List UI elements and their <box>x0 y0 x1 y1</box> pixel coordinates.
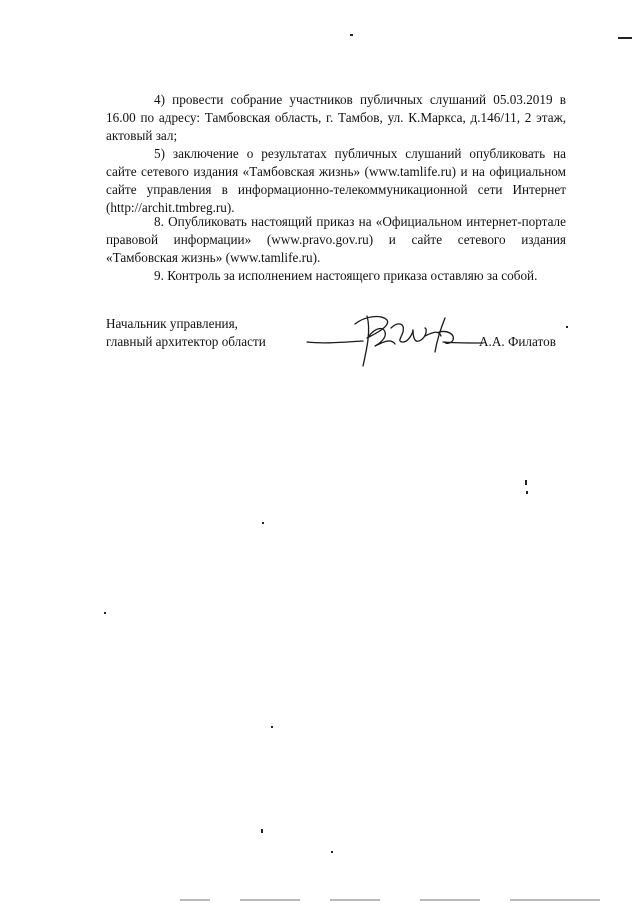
paragraph-item-9: 9. Контроль за исполнением настоящего приказа оставляю за собой. <box>154 268 538 283</box>
scan-speck <box>566 326 568 328</box>
scan-speck <box>526 491 528 494</box>
scan-speck <box>271 726 273 728</box>
paragraph-item-4: 4) провести собрание участников публичных слушаний 05.03.2019 в 16.00 по адресу: Тамбовская область, г. Тамбов, ул. К.Маркса, д.146/11, 2 этаж, актовый зал; <box>106 92 566 143</box>
paragraph-item-5: 5) заключение о результатах публичных слушаний опубликовать на сайте сетевого издания «Тамбовская жизнь» (www.tamlife.ru) и на официальном сайте управления в информационно-телекоммуникационной сети Интернет (http://archit.tmbreg.ru). <box>106 146 566 215</box>
paragraph-item-8: 8. Опубликовать настоящий приказ на «Официальном интернет-портале правовой информации» (www.pravo.gov.ru) и сайте сетевого издания «Тамбовская жизнь» (www.tamlife.ru). <box>106 214 566 265</box>
scan-noise <box>180 898 620 902</box>
signatory-name: А.А. Филатов <box>479 334 556 349</box>
scan-speck <box>525 480 527 485</box>
scan-speck <box>104 612 106 614</box>
scan-speck <box>262 522 264 524</box>
scan-mark <box>618 37 632 39</box>
scan-speck <box>350 34 353 36</box>
signatory-position <box>106 315 306 351</box>
position-line-2: главный архитектор области <box>106 334 266 349</box>
scan-speck <box>331 851 333 853</box>
position-line-1: Начальник управления, <box>106 316 238 331</box>
handwritten-signature <box>305 308 485 372</box>
scan-speck <box>261 829 263 833</box>
